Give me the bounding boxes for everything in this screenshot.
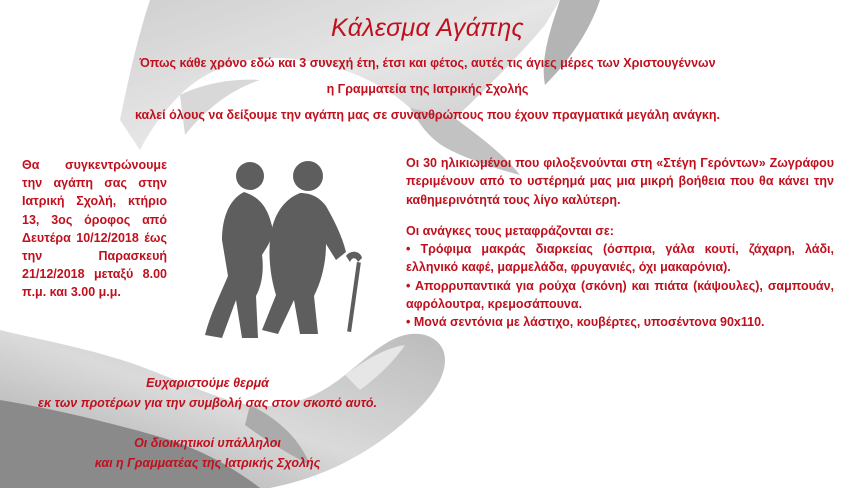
needs-list-item: • Μονά σεντόνια με λάστιχο, κουβέρτες, υποσέντονα 90x110. [406,315,765,330]
intro-line-1: Όπως κάθε χρόνο εδώ και 3 συνεχή έτη, έτσι και φέτος, αυτές τις άγιες μέρες των Χριστουγέννων [139,56,716,70]
intro-line-2: η Γραμματεία της Ιατρικής Σχολής [326,82,529,96]
thanks-line-1: Ευχαριστούμε θερμά [146,376,269,390]
elderly-couple-icon [205,161,362,338]
thanks-line-2: εκ των προτέρων για την συμβολή σας στον σκοπό αυτό. [38,396,377,410]
collection-info-text: Θα συγκεντρώνουμε την αγάπη σας στην Ιατρική Σχολή, κτήριο 13, 3ος όροφος από Δευτέρα 10/12/2018 έως την Παρασκευή 21/12/2018 μεταξύ 8.00 π.μ. και 3.00 μ.μ. [22,158,167,300]
needs-list-item: • Τρόφιμα μακράς διαρκείας (όσπρια, γάλα κουτί, ζάχαρη, λάδι, ελληνικό καφέ, μαρμελάδα, φρυγανιές, όχι μακαρόνια). [406,242,834,275]
signature-line-2: και η Γραμματέας της Ιατρικής Σχολής [94,456,321,470]
intro-line-3: καλεί όλους να δείξουμε την αγάπη μας σε συνανθρώπους που έχουν πραγματικά μεγάλη ανάγκη. [135,108,720,122]
needs-list-item: • Απορρυπαντικά για ρούχα (σκόνη) και πιάτα (κάψουλες), σαμπουάν, αφρόλουτρα, κρεμοσάπουνα. [406,278,834,312]
needs-heading: Οι ανάγκες τους μεταφράζονται σε: [406,223,614,238]
beneficiaries-paragraph: Οι 30 ηλικιωμένοι που φιλοξενούνται στη «Στέγη Γερόντων» Ζωγράφου περιμένουν από το υστέρημά μας μια μικρή βοήθεια που θα κάνει την καθημερινότητά τους λίγο καλύτερη. [406,156,834,207]
needs-panel [406,154,834,332]
page-title: Κάλεσμα Αγάπης [331,14,524,42]
signature-line-1: Οι διοικητικοί υπάλληλοι [134,436,281,450]
